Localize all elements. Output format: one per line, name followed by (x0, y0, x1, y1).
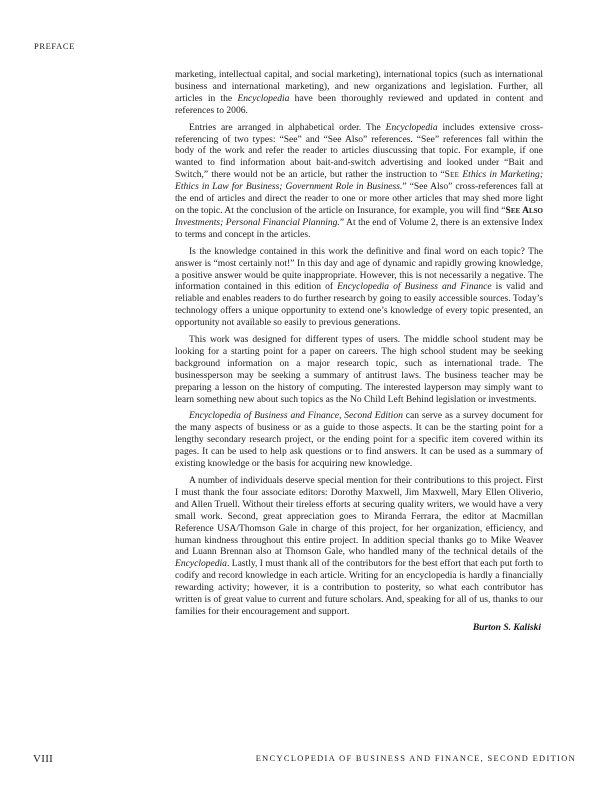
footer-book-title: ENCYCLOPEDIA OF BUSINESS AND FINANCE, SECOND EDITION (255, 754, 576, 763)
paragraph-2: Entries are arranged in alphabetical order. The Encyclopedia includes extensive cross-referencing of two types: “See” and “See Also” references. “See” references fall within the body of the work and refer the reader to articles diuscussing that topic. For example, if one wanted to find information about bait-and-switch advertising and looked under “Bait and Switch,” there would not be an article, but rather the instruction to “See Ethics in Marketing; Ethics in Law for Business; Government Role in Business.” “See Also” cross-references fall at the end of articles and direct the reader to one or more other articles that may shed more light on the topic. At the conclusion of the article on Insurance, for example, you will find “See Also Investments; Personal Financial Planning.” At the end of Volume 2, there is an extensive Index to terms and concept in the articles. (175, 121, 543, 240)
paragraph-4: This work was designed for different types of users. The middle school student may be looking for a starting point for a paper on careers. The high school student may be seeking background information on a major research topic, such as international trade. The businessperson may be seeking a summary of antitrust laws. The business teacher may be preparing a lesson on the history of computing. The interested layperson may simply want to learn something new about such topics as the No Child Left Behind legislation or investments. (175, 334, 543, 405)
page-number: VIII (33, 753, 54, 765)
paragraph-1: marketing, intellectual capital, and social marketing), international topics (such as international business and international marketing), and new organizations and legislation. Further, all articles in the Encyclopedia have been thoroughly reviewed and updated in content and references to 2006. (175, 69, 543, 116)
running-head: PREFACE (34, 41, 75, 51)
paragraph-6: A number of individuals deserve special mention for their contributions to this project. First I must thank the four associate editors: Dorothy Maxwell, Jim Maxwell, Mary Ellen Oliverio, and Allen Truell. Without their tireless efforts at securing quality writers, we would have a very small work. Second, great appreciation goes to Miranda Ferrara, the editor at Macmillan Reference USA/Thomson Gale in charge of this project, for her organization, efficiency, and human kindness throughout this entire project. In addition special thanks go to Mike Weaver and Luann Brennan also at Thomson Gale, who handled many of the technical details of the Encyclopedia. Lastly, I must thank all of the contributors for the best effort that each put forth to codify and record knowledge in each article. Writing for an encyclopedia is hardly a financially rewarding activity; however, it is a contribution to posterity, so what each contributor has written is of great value to current and future scholars. And, speaking for all of us, thanks to our families for their encouragement and support. (175, 475, 543, 617)
paragraph-5: Encyclopedia of Business and Finance, Second Edition can serve as a survey document for the many aspects of business or as a guide to those aspects. It can be the starting point for a lengthy secondary research project, or the ending point for a specific item covered within its pages. It can be used to help ask questions or to find answers. It can be used as a summary of existing knowledge or the basis for acquiring new knowledge. (175, 410, 543, 470)
preface-body (175, 69, 543, 634)
paragraph-3: Is the knowledge contained in this work the definitive and final word on each topic? The answer is “most certainly not!” In this day and age of dynamic and rapidly growing knowledge, a positive answer would be quite inappropriate. However, this is not necessarily a negative. The information contained in this edition of Encyclopedia of Business and Finance is valid and reliable and enables readers to do further research by going to easily accessible sources. Today’s technology offers a unique opportunity to extend one’s knowledge of every topic presented, an opportunity not available so easily to previous generations. (175, 245, 543, 329)
author-signature: Burton S. Kaliski (472, 621, 541, 633)
